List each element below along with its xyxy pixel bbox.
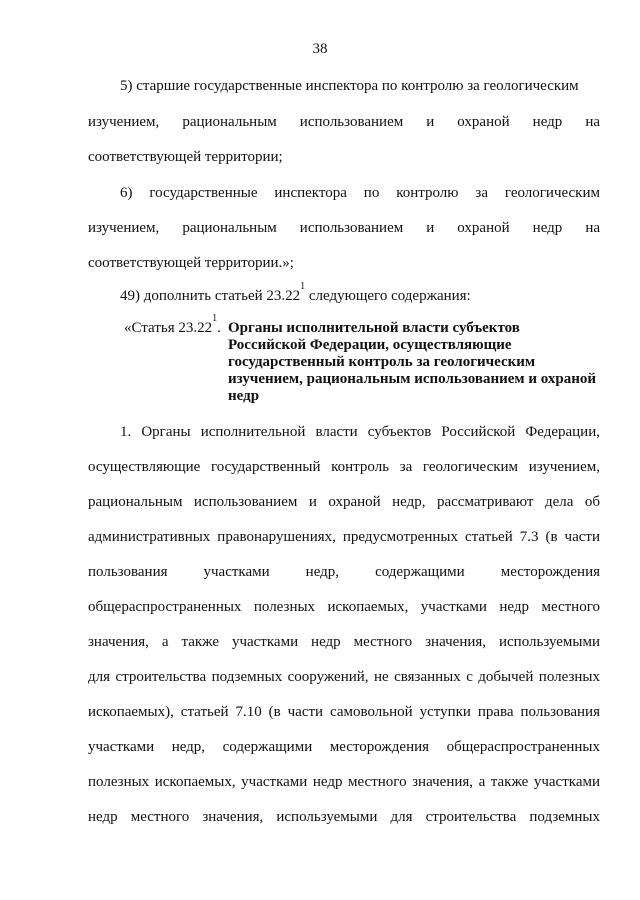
article-number-text: «Статья 23.22: [124, 320, 213, 336]
list-item-6-cont: [88, 218, 600, 238]
paragraph-1-line-1: [88, 422, 600, 442]
list-item-49: [88, 281, 600, 306]
item-6-line-1: 6) государственные инспектора по контролю за геологическим: [120, 185, 600, 201]
paragraph-line: рациональным использованием и охраной недр, рассматривают дела об: [88, 494, 600, 510]
item-5-line-2: изучением, рациональным использованием и охраной недр на: [88, 114, 600, 130]
item-5-line-3: соответствующей территории;: [88, 149, 283, 165]
list-item-6-end: [88, 253, 600, 273]
paragraph-1-line-6: [88, 597, 600, 617]
item-49-line: [88, 281, 600, 306]
paragraph-line: участками недр, содержащими месторождения общераспространенных: [88, 739, 600, 755]
item-49-text: 49) дополнить статьей 23.22: [120, 288, 301, 304]
list-item-6: [88, 183, 600, 203]
paragraph-1-line-9: [88, 702, 600, 722]
paragraph-line: недр местного значения, используемыми для строительства подземных: [88, 809, 600, 825]
paragraph-line: полезных ископаемых, участками недр местного значения, а также участками: [88, 774, 600, 790]
paragraph-line: осуществляющие государственный контроль за геологическим изучением,: [88, 459, 600, 475]
paragraph-1-line-11: [88, 772, 600, 792]
paragraph-1-line-8: [88, 667, 600, 687]
paragraph-1-line-12: [88, 807, 600, 827]
article-title: [228, 320, 608, 405]
paragraph-1-line-5: [88, 562, 600, 582]
paragraph-line: значения, а также участками недр местного значения, используемыми: [88, 634, 600, 650]
paragraph-line: общераспространенных полезных ископаемых, участками недр местного: [88, 599, 600, 615]
paragraph-line: административных правонарушениях, предусмотренных статьей 7.3 (в части: [88, 529, 600, 545]
item-6-line-2: изучением, рациональным использованием и охраной недр на: [88, 220, 600, 236]
item-6-line-3: соответствующей территории.»;: [88, 255, 294, 271]
article-title-line: государственный контроль за геологическим: [228, 354, 536, 370]
paragraph-1-line-2: [88, 457, 600, 477]
article-number-dot: .: [217, 320, 221, 336]
article-title-line: Российской Федерации, осуществляющие: [228, 337, 512, 353]
item-49-text-after: следующего содержания:: [305, 288, 471, 304]
paragraph-1-line-3: [88, 492, 600, 512]
list-item-5-cont: [88, 112, 600, 132]
article-title-line: изучением, рациональным использованием и охраной: [228, 371, 597, 387]
list-item-5-end: [88, 147, 600, 167]
item-5-line-1: 5) старшие государственные инспектора по контролю за геологическим: [120, 78, 579, 94]
paragraph-1-line-10: [88, 737, 600, 757]
article-number-superscript: 1: [212, 313, 218, 324]
paragraph-line: для строительства подземных сооружений, не связанных с добычей полезных: [88, 669, 600, 685]
paragraph-line: пользования участками недр, содержащими месторождения: [88, 564, 600, 580]
paragraph-1-line-7: [88, 632, 600, 652]
paragraph-1-line-4: [88, 527, 600, 547]
item-49-superscript: 1: [300, 281, 306, 292]
article-number: [124, 313, 221, 337]
article-title-line: Органы исполнительной власти субъектов: [228, 320, 520, 336]
list-item-5: [88, 76, 600, 96]
article-title-line: недр: [228, 388, 260, 404]
page-number: 38: [312, 41, 328, 57]
paragraph-line: 1. Органы исполнительной власти субъектов Российской Федерации,: [120, 424, 600, 440]
paragraph-line: ископаемых), статьей 7.10 (в части самовольной уступки права пользования: [88, 704, 600, 720]
